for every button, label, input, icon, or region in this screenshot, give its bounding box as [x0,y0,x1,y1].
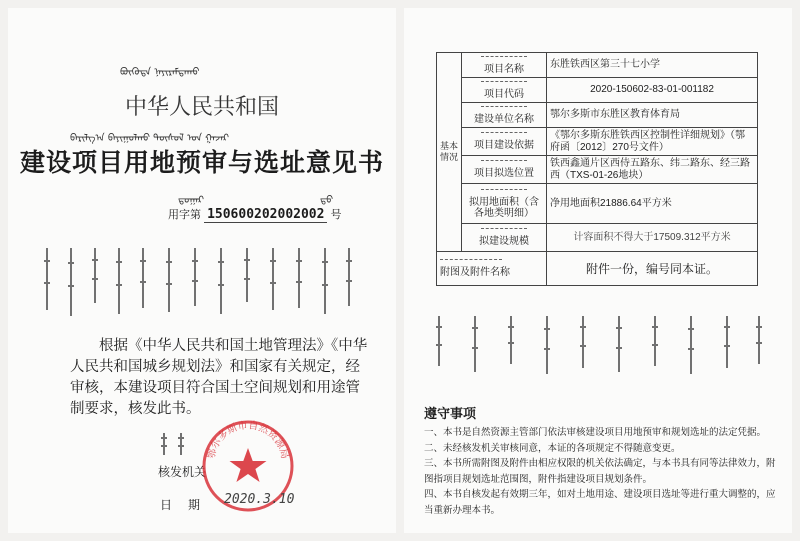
row-label: 项目拟选位置 [462,156,547,184]
serial-number-row [168,206,342,223]
left-page [8,8,396,533]
notice-section [424,403,780,518]
attachments-label: 附图及附件名称 [437,252,547,286]
right-page [404,8,792,533]
document-title: 建设项目用地预审与选址意见书 [19,150,384,177]
date-label-part: 日 [160,498,173,512]
date-label-part: 期 [188,498,201,512]
notice-title: 遵守事项 [424,406,477,421]
row-label: 项目名称 [462,53,547,78]
notice-item: 二、未经核发机关审核同意，本证的各项规定不得随意变更。 [424,442,681,454]
mongolian-vertical-text [510,316,521,364]
row-label: 拟建设规模 [462,224,547,252]
notice-list [424,425,780,518]
mongolian-vertical-text [246,248,257,302]
mongolian-vertical-text [163,433,174,455]
mongolian-vertical-text [618,316,629,372]
row-label: 项目建设依据 [462,128,547,156]
mongolian-vertical-text [94,248,105,303]
notice-item: 一、本书是自然资源主管部门依法审核建设项目用地预审和规划选址的法定凭据。 [424,427,767,438]
mongolian-script-decoration: ᠪᠠᠷᠢᠯᠭ᠎ᠠ ᠪᠠᠶᠢᠭᠤᠯᠬᠤ ᠲᠥᠰᠥᠯ ᠤᠨ ᠭᠠᠵᠠᠷ [70,133,230,144]
mongolian-vertical-text [582,316,593,368]
mongolian-vertical-text [220,248,231,314]
table-row [437,53,758,78]
mongolian-vertical-text [46,248,57,310]
date-label [160,496,200,513]
serial-number: 150600202002002 [204,207,327,223]
seal-text: 鄂尔多斯市自然资源局 [206,420,290,460]
row-value: 铁西鑫通片区西侍五路东、纬二路东、经三路西（TXS-01-26地块） [547,156,758,184]
row-label: 项目代码 [462,78,547,103]
row-value: 2020-150602-83-01-001182 [547,78,758,103]
table-row [437,184,758,224]
mongolian-script-decoration: ᠳ᠋ᠤᠭᠠᠷ [178,195,204,206]
table-row [437,252,758,286]
table-row [437,103,758,128]
row-value: 《鄂尔多斯东胜铁西区控制性详细规划》（鄂府函〔2012〕270号文件） [547,128,758,156]
mongolian-vertical-text [474,316,485,372]
table-row [437,224,758,252]
row-label: 建设单位名称 [462,103,547,128]
mongolian-vertical-text [70,248,81,316]
mongolian-script-decoration: ᠳ᠋ᠤ [320,195,334,206]
mongolian-vertical-text [758,316,769,364]
row-label: 拟用地面积（含各地类明细） [462,184,547,224]
table-row [437,78,758,103]
row-value: 净用地面积21886.64平方米 [547,184,758,224]
row-value: 鄂尔多斯市东胜区教育体育局 [547,103,758,128]
row-value: 计容面积不得大于17509.312平方米 [547,224,758,252]
mongolian-vertical-text [324,248,335,314]
row-value: 东胜铁西区第三十七小学 [547,53,758,78]
mongolian-script-decoration: ᠪᠦᠭᠦᠳᠡ ᠨᠠᠶᠢᠷᠠᠮᠳᠠᠬᠤ [120,67,200,78]
mongolian-vertical-text [438,316,449,366]
mongolian-vertical-text [690,316,701,374]
attachments-value: 附件一份，编号同本证。 [547,252,758,286]
serial-label: 用字第 [168,209,201,221]
basic-info-table [436,52,758,286]
table-row [437,156,758,184]
mongolian-vertical-text [272,248,283,310]
mongolian-vertical-text [654,316,665,366]
mongolian-vertical-text [142,248,153,308]
issuer-label: 核发机关 [158,465,207,479]
mongolian-vertical-text [168,248,179,312]
section-label: 基本情况 [437,53,462,252]
issue-date: 2020.3.10 [224,492,295,507]
country-title: 中华人民共和国 [124,94,279,119]
body-text: 根据《中华人民共和国土地管理法》《中华人民共和国城乡规划法》和国家有关规定，经审核，本建设项目符合国土空间规划和用途管制要求，核发此书。 [70,338,368,417]
mongolian-vertical-text [194,248,205,306]
serial-suffix: 号 [330,209,342,221]
notice-item: 三、本书所需附图及附件由相应权限的机关依法确定，与本书具有同等法律效力，附图指项目规划选址范围图，附件指建设项目规划条件。 [424,458,776,485]
notice-item: 四、本书自核发起有效期三年，如对土地用途、建设项目选址等进行重大调整的，应当重新办理本书。 [424,489,776,516]
mongolian-vertical-text [118,248,129,314]
mongolian-vertical-text [298,248,309,308]
table-row [437,128,758,156]
mongolian-vertical-text [180,433,191,455]
mongolian-vertical-text [546,316,557,374]
mongolian-vertical-text [726,316,737,368]
mongolian-vertical-text [348,248,359,306]
